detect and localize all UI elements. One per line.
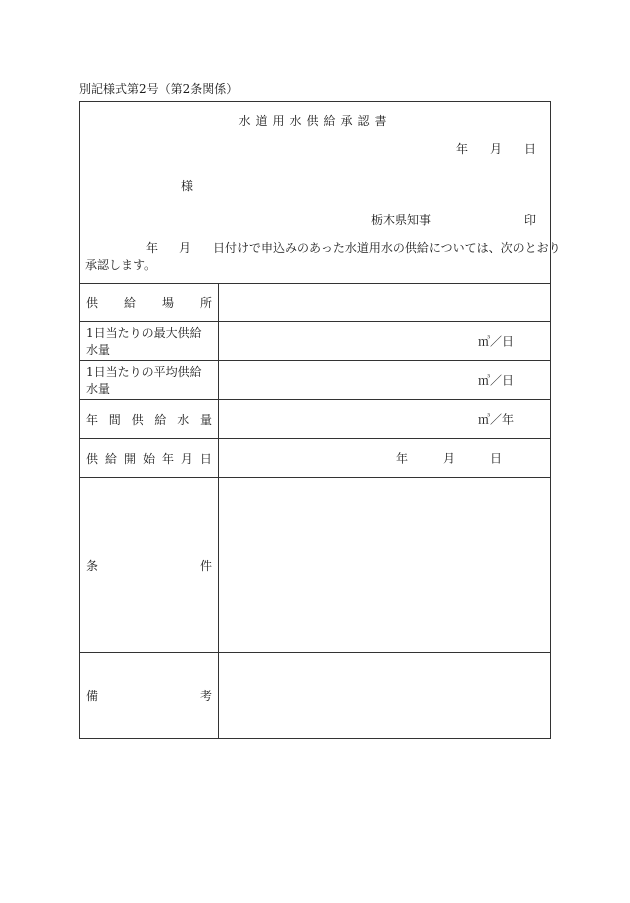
form-header-section (80, 102, 561, 284)
label-conditions (80, 478, 219, 652)
label-char: 給 (123, 295, 136, 310)
start-date-month: 月 (443, 451, 456, 466)
row-annual-supply (80, 400, 550, 439)
unit-avg-daily: ㎥／日 (478, 373, 515, 388)
label-remarks (80, 653, 219, 738)
body-text-line1: 日付けで申込みのあった水道用水の供給については、次のとおり (213, 241, 561, 255)
addressee-suffix: 様 (181, 179, 194, 193)
row-max-daily-supply (80, 322, 550, 361)
header-date-day: 日 (524, 142, 537, 156)
header-date-year: 年 (456, 142, 469, 156)
label-char: 量 (199, 412, 212, 427)
label-char: 給 (154, 412, 167, 427)
label-char: 水 (177, 412, 190, 427)
label-char: 所 (199, 295, 212, 310)
unit-annual: ㎥／年 (478, 412, 515, 427)
start-date-day: 日 (490, 451, 503, 466)
form-title: 水道用水供給承認書 (238, 114, 392, 128)
approval-form (79, 101, 561, 739)
label-char: 年 (161, 451, 174, 466)
seal-mark: 印 (524, 213, 537, 227)
label-max-daily-supply: 1日当たりの最大供給水量 (80, 322, 219, 360)
label-char: 件 (199, 558, 212, 573)
label-char: 条 (86, 558, 99, 573)
label-char: 供 (131, 412, 144, 427)
label-supply-location (80, 283, 219, 321)
body-month: 月 (179, 241, 192, 255)
issuer-name: 栃木県知事 (371, 213, 432, 227)
row-supply-location (80, 283, 550, 322)
label-char: 供 (86, 451, 99, 466)
label-avg-daily-supply: 1日当たりの平均供給水量 (80, 361, 219, 399)
value-conditions (219, 478, 550, 652)
value-remarks (219, 653, 550, 738)
row-remarks (80, 653, 550, 738)
header-date-month: 月 (490, 142, 503, 156)
label-char: 月 (180, 451, 193, 466)
label-char: 年 (86, 412, 99, 427)
start-date-year: 年 (396, 451, 409, 466)
label-char: 考 (199, 689, 212, 703)
label-char: 場 (161, 295, 174, 310)
value-supply-start-date (219, 439, 550, 477)
label-char: 日 (199, 451, 212, 466)
row-avg-daily-supply (80, 361, 550, 400)
row-supply-start-date (80, 439, 550, 478)
label-char: 供 (86, 295, 99, 310)
body-text-line2: 承認します。 (85, 258, 157, 272)
value-supply-location (219, 283, 550, 321)
value-max-daily-supply (219, 322, 550, 360)
unit-max-daily: ㎥／日 (478, 334, 515, 349)
label-char: 備 (86, 689, 99, 703)
label-supply-start-date (80, 439, 219, 477)
label-annual-supply (80, 400, 219, 438)
label-char: 給 (104, 451, 117, 466)
form-number: 別記様式第2号（第2条関係） (79, 82, 239, 96)
label-char: 始 (142, 451, 155, 466)
value-avg-daily-supply (219, 361, 550, 399)
label-char: 開 (123, 451, 136, 466)
label-char: 間 (108, 412, 121, 427)
body-year: 年 (146, 241, 159, 255)
value-annual-supply (219, 400, 550, 438)
row-conditions (80, 478, 550, 653)
